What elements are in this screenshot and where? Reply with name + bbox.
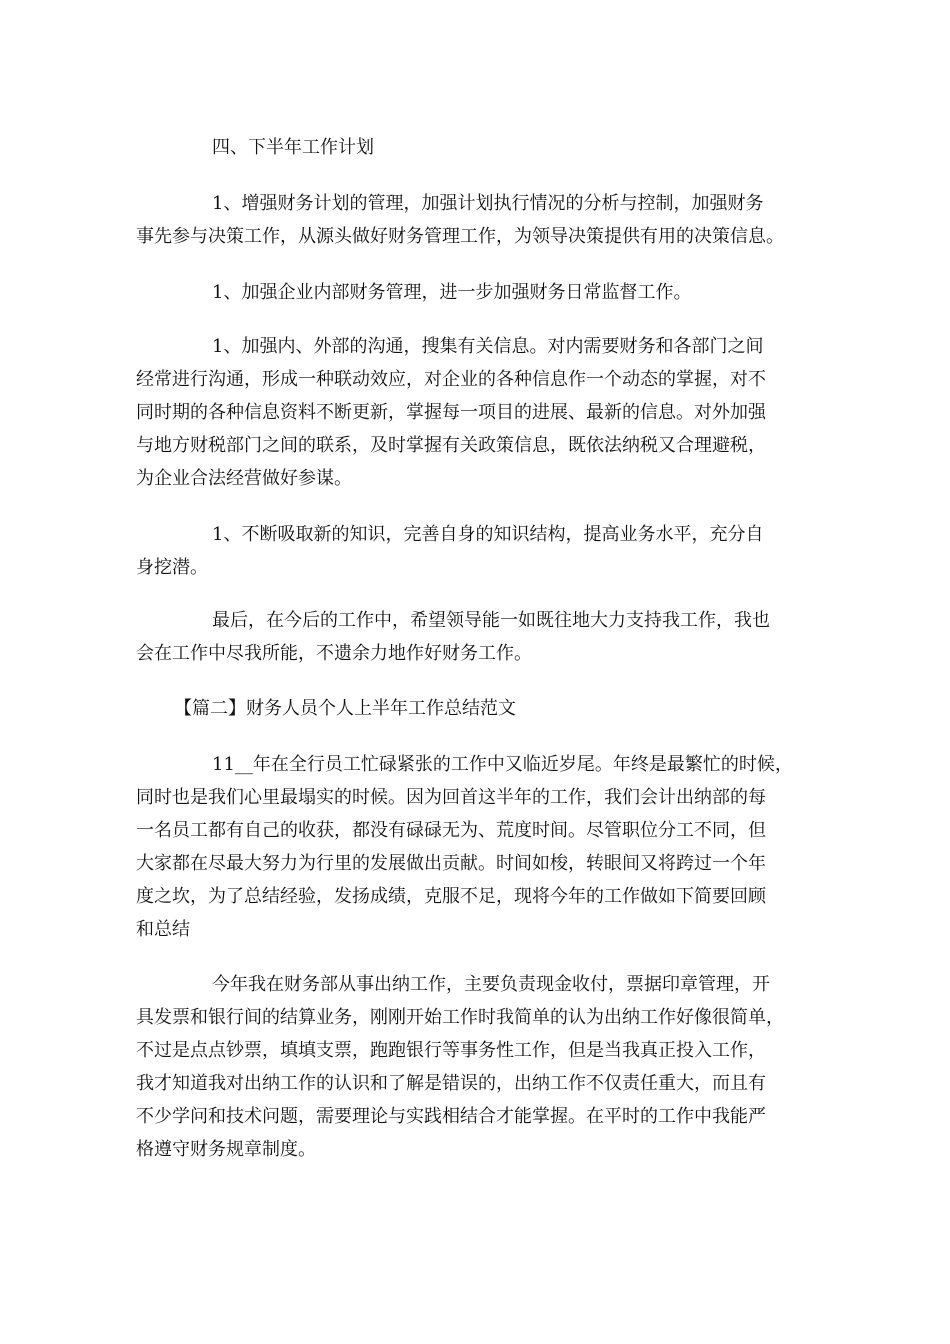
paragraph-line: 最后，在今后的工作中，希望领导能一如既往地大力支持我工作，我也 — [212, 610, 770, 631]
paragraph-line: 一名员工都有自己的收获，都没有碌碌无为、荒度时间。尽管职位分工不同，但 — [136, 820, 766, 841]
section-heading-text: 四、下半年工作计划 — [212, 137, 374, 158]
paragraph-line: 1、加强企业内部财务管理，进一步加强财务日常监督工作。 — [212, 282, 692, 303]
paragraph-line: 具发票和银行间的结算业务，刚刚开始工作时我简单的认为出纳工作好像很简单， — [136, 1007, 784, 1028]
section-heading — [136, 131, 826, 164]
paragraph-closing — [136, 604, 826, 670]
paragraph-line: 今年我在财务部从事出纳工作，主要负责现金收付，票据印章管理，开 — [212, 974, 770, 995]
paragraph-plan-item-1 — [136, 187, 826, 253]
part2-title-text: 【篇二】财务人员个人上半年工作总结范文 — [174, 698, 516, 719]
paragraph-line: 不少学问和技术问题，需要理论与实践相结合才能掌握。在平时的工作中我能严 — [136, 1106, 766, 1127]
paragraph-line: 身挖潜。 — [136, 557, 208, 578]
paragraph-line: 1、不断吸取新的知识，完善自身的知识结构，提高业务水平，充分自 — [212, 524, 764, 545]
paragraph-line: 格遵守财务规章制度。 — [136, 1139, 316, 1160]
paragraph-line: 大家都在尽最大努力为行里的发展做出贡献。时间如梭，转眼间又将跨过一个年 — [136, 853, 766, 874]
paragraph-line: 为企业合法经营做好参谋。 — [136, 468, 352, 489]
paragraph-line: 我才知道我对出纳工作的认识和了解是错误的，出纳工作不仅责任重大，而且有 — [136, 1073, 766, 1094]
paragraph-plan-item-3 — [136, 330, 826, 495]
paragraph-part2-intro — [136, 748, 826, 946]
paragraph-plan-item-2 — [136, 276, 826, 309]
paragraph-line: 1、增强财务计划的管理，加强计划执行情况的分析与控制，加强财务 — [212, 193, 764, 214]
paragraph-line: 与地方财税部门之间的联系，及时掌握有关政策信息，既依法纳税又合理避税， — [136, 435, 766, 456]
paragraph-part2-work — [136, 968, 826, 1166]
paragraph-line: 同时也是我们心里最塌实的时候。因为回首这半年的工作，我们会计出纳部的每 — [136, 787, 766, 808]
paragraph-line: 11__年在全行员工忙碌紧张的工作中又临近岁尾。年终是最繁忙的时候， — [212, 754, 793, 775]
paragraph-line: 事先参与决策工作，从源头做好财务管理工作，为领导决策提供有用的决策信息。 — [136, 226, 784, 247]
paragraph-line: 和总结 — [136, 919, 190, 940]
paragraph-line: 经常进行沟通，形成一种联动效应，对企业的各种信息作一个动态的掌握，对不 — [136, 369, 766, 390]
paragraph-line: 同时期的各种信息资料不断更新，掌握每一项目的进展、最新的信息。对外加强 — [136, 402, 766, 423]
part2-title — [136, 692, 826, 725]
paragraph-line: 不过是点点钞票，填填支票，跑跑银行等事务性工作，但是当我真正投入工作， — [136, 1040, 766, 1061]
paragraph-plan-item-4 — [136, 518, 826, 584]
paragraph-line: 会在工作中尽我所能，不遗余力地作好财务工作。 — [136, 643, 532, 664]
paragraph-line: 1、加强内、外部的沟通，搜集有关信息。对内需要财务和各部门之间 — [212, 336, 764, 357]
paragraph-line: 度之坎，为了总结经验，发扬成绩，克服不足，现将今年的工作做如下简要回顾 — [136, 886, 766, 907]
